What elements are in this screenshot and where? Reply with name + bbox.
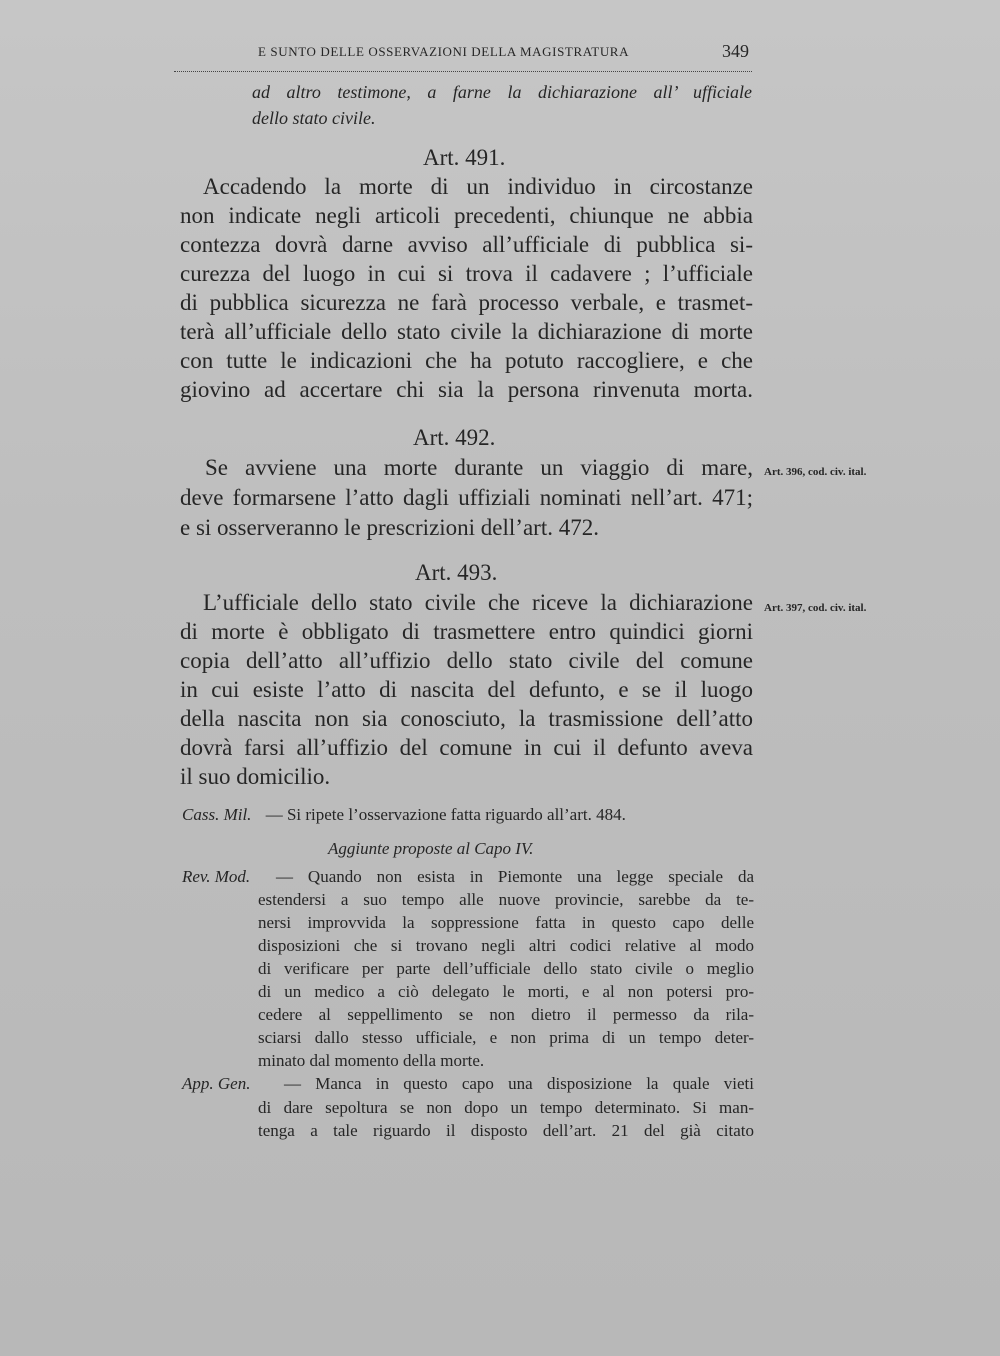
art-491-line: terà all’ufficiale dello stato civile la dichiarazione di morte: [180, 319, 753, 344]
art-491-heading: Art. 491.: [423, 145, 506, 170]
art-492-line: Se avviene una morte durante un viaggio di mare,: [205, 455, 753, 480]
app-gen-line: tenga a tale riguardo il disposto dell’art. 21 del già citato: [258, 1121, 754, 1140]
cass-mil-label: Cass. Mil.: [182, 805, 252, 824]
aggiunte-heading: Aggiunte proposte al Capo IV.: [328, 839, 534, 858]
rev-mod-line: cedere al seppellimento se non dietro il permesso da rila-: [258, 1005, 754, 1024]
page-number: 349: [722, 41, 749, 61]
art-492-line: e si osserveranno le prescrizioni dell’art. 472.: [180, 515, 599, 540]
rev-mod-text: — Quando non esista in Piemonte una legge speciale da: [276, 867, 754, 886]
art-493-line: il suo domicilio.: [180, 764, 331, 789]
art-491-line: giovino ad accertare chi sia la persona rinvenuta morta.: [180, 377, 753, 402]
rev-mod-line: sciarsi dallo stesso ufficiale, e non prima di un tempo deter-: [258, 1028, 754, 1047]
art-491-line: con tutte le indicazioni che ha potuto raccogliere, e che: [180, 348, 753, 373]
art-491-line: contezza dovrà darne avviso all’ufficiale di pubblica si-: [180, 232, 753, 257]
header-rule: [174, 71, 752, 72]
art-493-line: copia dell’atto all’uffizio dello stato civile del comune: [180, 648, 753, 673]
art-491-line: Accadendo la morte di un individuo in circostanze: [203, 174, 753, 199]
margin-note-art-492: Art. 396, cod. civ. ital.: [764, 466, 867, 478]
rev-mod-line: estendersi a suo tempo alle nuove provincie, sarebbe da te-: [258, 890, 754, 909]
cass-mil-text: — Si ripete l’osservazione fatta riguardo all’art. 484.: [265, 805, 626, 824]
art-493-line: in cui esiste l’atto di nascita del defunto, e se il luogo: [180, 677, 753, 702]
rev-mod-line: di verificare per parte dell’ufficiale dello stato civile o meglio: [258, 959, 754, 978]
rev-mod-line: minato dal momento della morte.: [258, 1051, 485, 1070]
rev-mod-line: nersi improvvida la soppressione fatta in questo capo delle: [258, 913, 754, 932]
margin-note-art-493: Art. 397, cod. civ. ital.: [764, 602, 867, 614]
art-492-heading: Art. 492.: [413, 425, 496, 450]
intro-line: ad altro testimone, a farne la dichiarazione all’ ufficiale: [252, 82, 752, 102]
art-491-line: non indicate negli articoli precedenti, chiunque ne abbia: [180, 203, 753, 228]
rev-mod-line: disposizioni che si trovano negli altri codici relative al modo: [258, 936, 754, 955]
art-492-line: deve formarsene l’atto dagli uffiziali nominati nell’art. 471;: [180, 485, 753, 510]
art-491-line: di pubblica sicurezza ne farà processo verbale, e trasmet-: [180, 290, 753, 315]
rev-mod-label: Rev. Mod.: [182, 867, 251, 886]
running-header: E SUNTO DELLE OSSERVAZIONI DELLA MAGISTRATURA: [258, 44, 630, 59]
app-gen-line: di dare sepoltura se non dopo un tempo determinato. Si man-: [258, 1098, 754, 1117]
intro-line: dello stato civile.: [252, 108, 376, 128]
app-gen-first-line: [182, 1073, 754, 1095]
art-493-line: dovrà farsi all’uffizio del comune in cui il defunto aveva: [180, 735, 753, 760]
art-493-line: L’ufficiale dello stato civile che riceve la dichiarazione: [203, 590, 753, 615]
art-491-line: curezza del luogo in cui si trova il cadavere ; l’ufficiale: [180, 261, 753, 286]
app-gen-label: App. Gen.: [182, 1074, 251, 1093]
rev-mod-line: di un medico a ciò delegato le morti, e al non potersi pro-: [258, 982, 754, 1001]
app-gen-text: — Manca in questo capo una disposizione la quale vieti: [284, 1074, 754, 1093]
rev-mod-first-line: [182, 866, 754, 888]
art-493-line: della nascita non sia conosciuto, la trasmissione dell’atto: [180, 706, 753, 731]
art-493-line: di morte è obbligato di trasmettere entro quindici giorni: [180, 619, 753, 644]
art-493-heading: Art. 493.: [415, 560, 498, 585]
cass-mil-note: [182, 804, 626, 826]
